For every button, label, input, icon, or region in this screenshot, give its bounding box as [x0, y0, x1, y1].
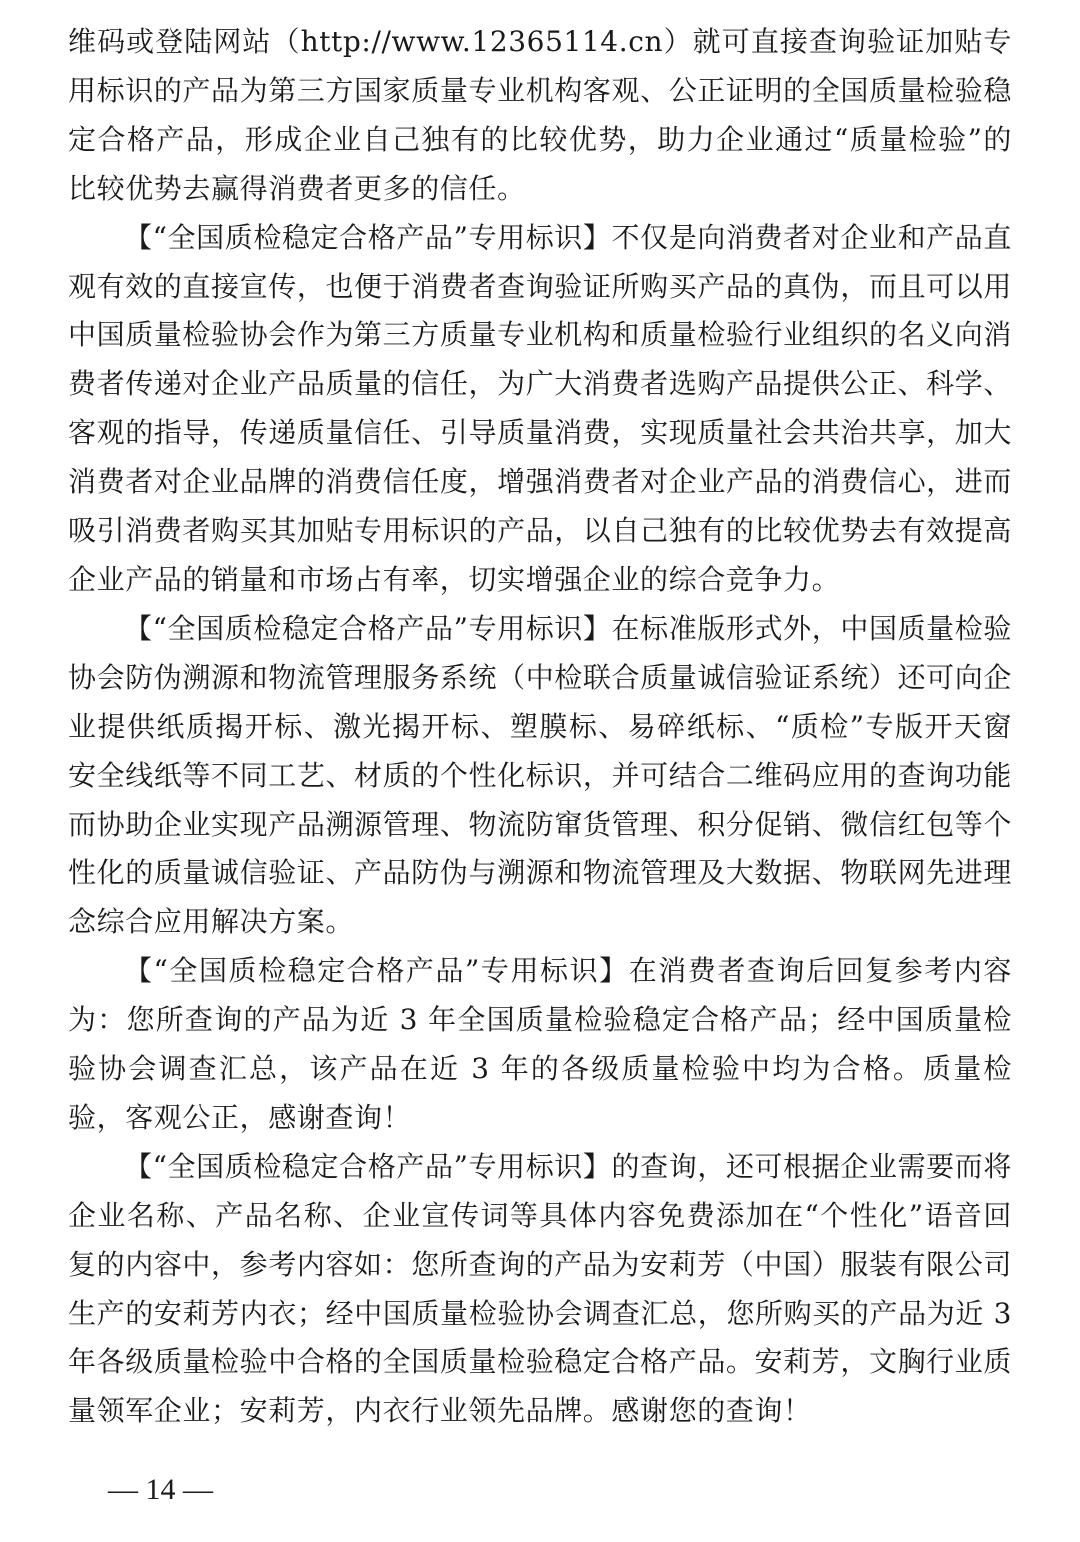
page-number: — 14 — [108, 1473, 213, 1506]
paragraph-personalized-reply: 【“全国质检稳定合格产品”专用标识】的查询，还可根据企业需要而将企业名称、产品名称、企业宣传词等具体内容免费添加在“个性化”语音回复的内容中，参考内容如：您所查询的产品为安莉芳（中国）服装有限公司生产的安莉芳内衣；经中国质量检验协会调查汇总，您所购买的产品为近 3 年各级质量检验中合格的全国质量检验稳定合格产品。安莉芳，文胸行业质量领军企业；安莉芳，内衣行业领先品牌。感谢您的查询！ [68, 1149, 1012, 1428]
paragraph-label-benefits: 【“全国质检稳定合格产品”专用标识】不仅是向消费者对企业和产品直观有效的直接宣传，也便于消费者查询验证所购买产品的真伪，而且可以用中国质量检验协会作为第三方质量专业机构和质量检验行业组织的名义向消费者传递对企业产品质量的信任，为广大消费者选购产品提供公正、科学、客观的指导，传递质量信任、引导质量消费，实现质量社会共治共享，加大消费者对企业品牌的消费信任度，增强消费者对企业产品的消费信心，进而吸引消费者购买其加贴专用标识的产品，以自己独有的比较优势去有效提高企业产品的销量和市场占有率，切实增强企业的综合竞争力。 [68, 220, 1012, 596]
paragraph-continuation: 维码或登陆网站（http://www.12365114.cn）就可直接查询验证加贴专用标识的产品为第三方国家质量专业机构客观、公正证明的全国质量检验稳定合格产品，形成企业自己独有的比较优势，助力企业通过“质量检验”的比较优势去赢得消费者更多的信任。 [68, 25, 1012, 205]
document-body [68, 18, 1012, 1436]
paragraph-label-variants: 【“全国质检稳定合格产品”专用标识】在标准版形式外，中国质量检验协会防伪溯源和物流管理服务系统（中检联合质量诚信验证系统）还可向企业提供纸质揭开标、激光揭开标、塑膜标、易碎纸标、“质检”专版开天窗安全线纸等不同工艺、材质的个性化标识，并可结合二维码应用的查询功能而协助企业实现产品溯源管理、物流防窜货管理、积分促销、微信红包等个性化的质量诚信验证、产品防伪与溯源和物流管理及大数据、物联网先进理念综合应用解决方案。 [68, 611, 1012, 939]
paragraph-query-reply: 【“全国质检稳定合格产品”专用标识】在消费者查询后回复参考内容为：您所查询的产品为近 3 年全国质量检验稳定合格产品；经中国质量检验协会调查汇总，该产品在近 3 年的各级质量检验中均为合格。质量检验，客观公正，感谢查询！ [68, 954, 1012, 1134]
